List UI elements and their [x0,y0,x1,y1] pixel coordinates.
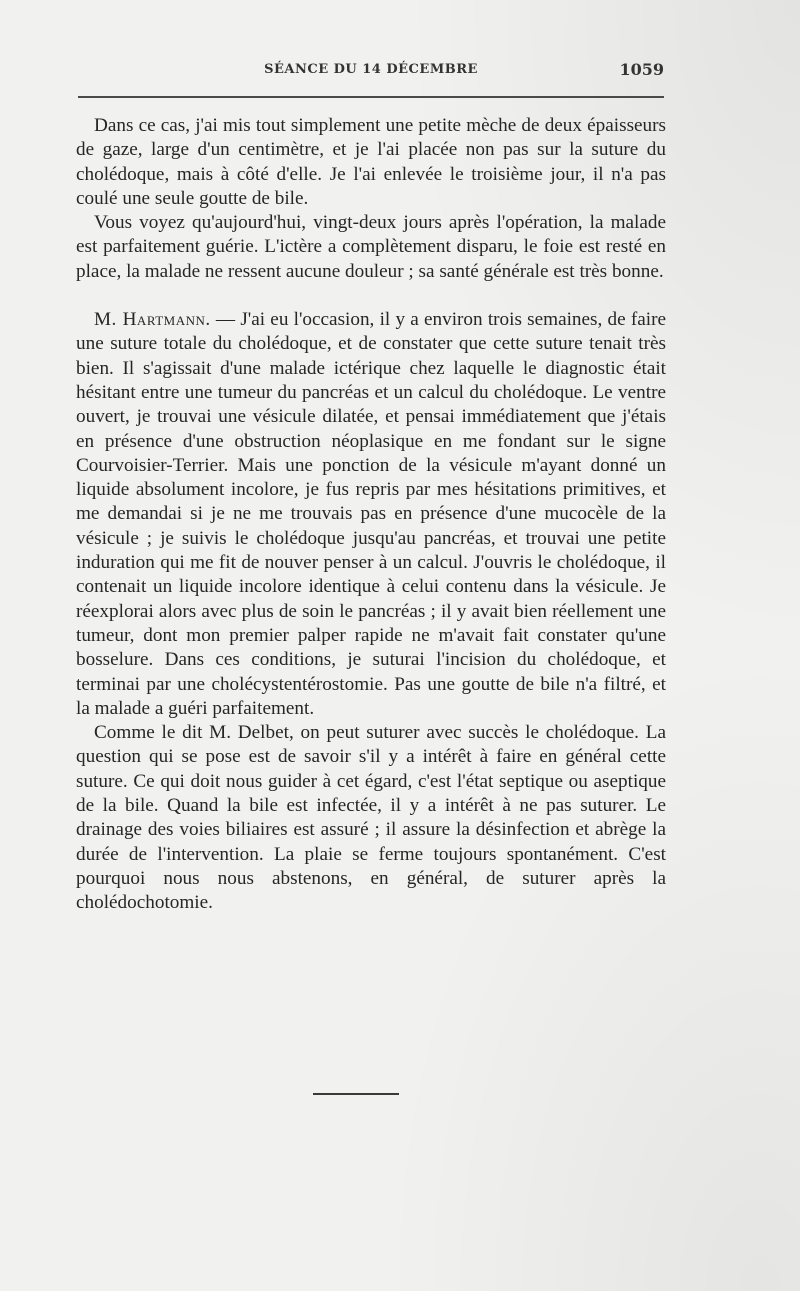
running-head: SÉANCE DU 14 DÉCEMBRE [264,62,478,77]
paragraph-3-text: — J'ai eu l'occasion, il y a environ trois semaines, de faire une suture totale du cholédoque, et de constater que cette suture tenait très bien. Il s'agissait d'une malade ictérique chez laquelle le diagnostic était hésitant entre une tumeur du pancréas et un calcul du cholédoque. Le ventre ouvert, je trouvai une vésicule dilatée, et pensai immédiatement que j'étais en présence d'une obstruction néoplasique en me fondant sur le signe Courvoisier-Terrier. Mais une ponction de la vésicule m'ayant donné un liquide absolument incolore, je fus repris par mes hésitations primitives, et me demandai si je ne me trouvais pas en présence d'une mucocèle de la vésicule ; je suivis le cholédoque jusqu'au pancréas, et trouvai une petite induration qui me fit de nouver penser à un calcul. J'ouvris le cholédoque, il contenait un liquide incolore identique à celui contenu dans la vésicule. Je réexplorai alors avec plus de soin le pancréas ; il y avait bien réellement une tumeur, dont mon premier palper rapide ne m'avait fait constater qu'une bosselure. Dans ces conditions, je suturai l'incision du cholédoque, et terminai par une cholécystentérostomie. Pas une goutte de bile n'a filtré, et la malade a guéri parfaitement. [76,309,666,719]
page-header [78,60,664,84]
paragraph-1: Dans ce cas, j'ai mis tout simplement une petite mèche de deux épaisseurs de gaze, large d'un centimètre, et je l'ai placée non pas sur la suture du cholédoque, mais à côté d'elle. Je l'ai enlevée le troisième jour, il n'a pas coulé une seule goutte de bile. [76,115,666,209]
paragraph-4: Comme le dit M. Delbet, on peut suturer avec succès le cholédoque. La question qui se pose est de savoir s'il y a intérêt à faire en général cette suture. Ce qui doit nous guider à cet égard, c'est l'état septique ou aseptique de la bile. Quand la bile est infectée, il y a intérêt à ne pas suturer. Le drainage des voies biliaires est assuré ; il assure la désinfection et abrège la durée de l'intervention. La plaie se ferme toujours spontanément. C'est pourquoi nous nous abstenons, en général, de suturer après la cholédochotomie. [76,722,666,914]
page-number: 1059 [619,60,664,79]
paragraph-3 [76,308,666,721]
header-rule [78,96,664,98]
body-text [76,114,666,916]
paragraph-2: Vous voyez qu'aujourd'hui, vingt-deux jours après l'opération, la malade est parfaitement guérie. L'ictère a complètement disparu, le foie est resté en place, la malade ne ressent aucune douleur ; sa santé générale est très bonne. [76,212,666,282]
section-end-rule [313,1093,399,1095]
speaker-name: M. Hartmann. [94,309,211,331]
